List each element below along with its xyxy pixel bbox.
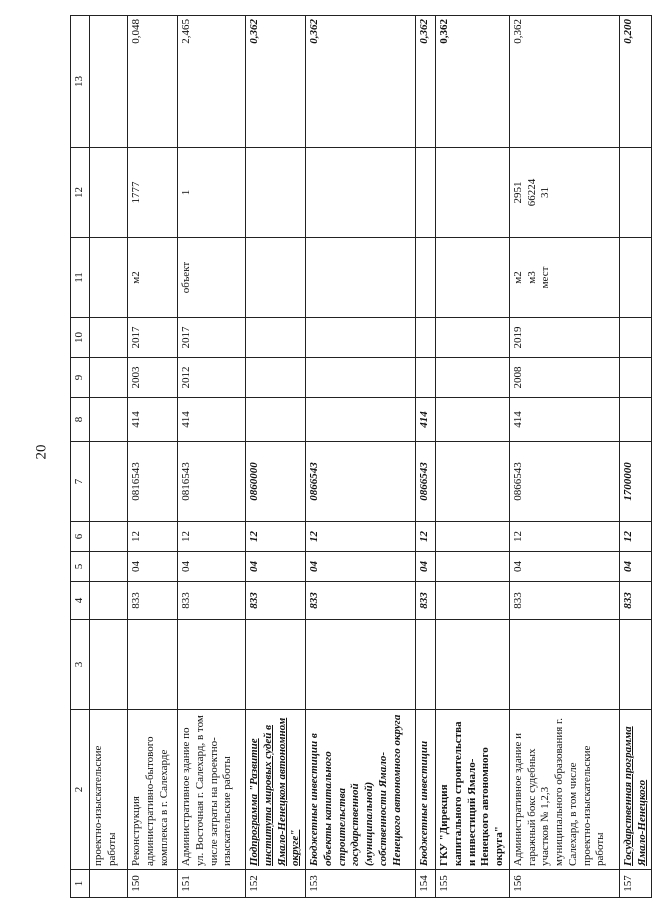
data-cell: м2 м3 мест xyxy=(509,238,619,318)
data-cell: 04 xyxy=(416,552,436,582)
header-cell: 1 xyxy=(71,870,90,898)
data-cell xyxy=(619,148,652,238)
data-cell: 0866543 xyxy=(416,442,436,522)
row-number-cell: 153 xyxy=(306,870,416,898)
data-cell xyxy=(416,620,436,710)
data-cell xyxy=(306,318,416,358)
data-cell: 12 xyxy=(128,522,178,552)
row-number-cell: 154 xyxy=(416,870,436,898)
data-cell xyxy=(436,358,510,398)
investment-table xyxy=(70,15,652,898)
row-number-cell: 152 xyxy=(246,870,306,898)
header-cell: 7 xyxy=(71,442,90,522)
row-name-cell: проектно-изыскательские работы xyxy=(90,710,128,870)
table-container xyxy=(70,16,648,898)
header-cell: 4 xyxy=(71,582,90,620)
page-number: 20 xyxy=(33,444,50,460)
data-cell: 833 xyxy=(509,582,619,620)
data-cell: 414 xyxy=(416,398,436,442)
data-cell xyxy=(436,148,510,238)
header-cell: 11 xyxy=(71,238,90,318)
amount-cell: 0,362 xyxy=(509,16,619,148)
data-cell xyxy=(90,442,128,522)
data-cell xyxy=(306,148,416,238)
amount-cell: 0,362 xyxy=(416,16,436,148)
data-cell: 2019 xyxy=(509,318,619,358)
data-cell xyxy=(436,442,510,522)
data-cell xyxy=(436,318,510,358)
table-row xyxy=(436,16,510,898)
data-cell xyxy=(306,238,416,318)
data-cell: 414 xyxy=(128,398,178,442)
data-cell: 2008 xyxy=(509,358,619,398)
data-cell xyxy=(90,398,128,442)
data-cell xyxy=(246,398,306,442)
header-cell: 10 xyxy=(71,318,90,358)
data-cell xyxy=(416,148,436,238)
table-row xyxy=(509,16,619,898)
amount-cell: 0,362 xyxy=(436,16,510,148)
data-cell: м2 xyxy=(128,238,178,318)
row-name-cell: Государственная программа Ямало-Ненецкого xyxy=(619,710,652,870)
data-cell xyxy=(416,238,436,318)
row-number-cell: 156 xyxy=(509,870,619,898)
data-cell xyxy=(509,620,619,710)
header-cell: 8 xyxy=(71,398,90,442)
data-cell: 833 xyxy=(416,582,436,620)
data-cell: 2017 xyxy=(128,318,178,358)
amount-cell: 0,200 xyxy=(619,16,652,148)
row-name-cell: Бюджетные инвестиции xyxy=(416,710,436,870)
data-cell: 12 xyxy=(619,522,652,552)
data-cell xyxy=(436,398,510,442)
data-cell: 04 xyxy=(509,552,619,582)
data-cell: 1700000 xyxy=(619,442,652,522)
table-row xyxy=(306,16,416,898)
data-cell xyxy=(619,238,652,318)
header-cell: 3 xyxy=(71,620,90,710)
header-cell: 12 xyxy=(71,148,90,238)
data-cell xyxy=(90,620,128,710)
data-cell xyxy=(436,582,510,620)
data-cell xyxy=(306,358,416,398)
data-cell xyxy=(436,552,510,582)
data-cell xyxy=(436,620,510,710)
data-cell xyxy=(90,148,128,238)
data-cell: 12 xyxy=(416,522,436,552)
data-cell: 12 xyxy=(246,522,306,552)
data-cell xyxy=(436,238,510,318)
data-cell xyxy=(90,582,128,620)
data-cell xyxy=(306,398,416,442)
data-cell: 0860000 xyxy=(246,442,306,522)
data-cell xyxy=(90,238,128,318)
row-name-cell: ГКУ "Дирекция капитального строительства и инвестиций Ямало-Ненецкого автономного округа" xyxy=(436,710,510,870)
row-number-cell: 151 xyxy=(178,870,246,898)
data-cell: 0866543 xyxy=(306,442,416,522)
data-cell xyxy=(90,318,128,358)
data-cell: 0816543 xyxy=(128,442,178,522)
data-cell xyxy=(128,620,178,710)
data-cell xyxy=(90,552,128,582)
data-cell xyxy=(619,318,652,358)
data-cell xyxy=(619,398,652,442)
data-cell: 04 xyxy=(619,552,652,582)
table-row xyxy=(128,16,178,898)
data-cell xyxy=(416,318,436,358)
row-name-cell: Подпрограмма "Развитие института мировых судей в Ямало-Ненецком автономном округе" xyxy=(246,710,306,870)
data-cell xyxy=(416,358,436,398)
data-cell: 12 xyxy=(178,522,246,552)
header-cell: 13 xyxy=(71,16,90,148)
data-cell: 2951 66224 31 xyxy=(509,148,619,238)
data-cell xyxy=(178,620,246,710)
row-number-cell: 155 xyxy=(436,870,510,898)
row-name-cell: Административное здание и гаражный бокс судебных участков № 1,2,3 муниципального образования г. Салехард, в том числе проектно-изыскательские работы xyxy=(509,710,619,870)
table-row xyxy=(90,16,128,898)
header-row xyxy=(71,16,90,898)
amount-cell: 0,362 xyxy=(306,16,416,148)
data-cell xyxy=(619,620,652,710)
data-cell: 833 xyxy=(619,582,652,620)
row-name-cell: Бюджетные инвестиции в объекты капитального строительства государственной (муниципальной) собственности Ямало-Ненецкого автономного округа xyxy=(306,710,416,870)
data-cell: 04 xyxy=(306,552,416,582)
amount-cell: 2,465 xyxy=(178,16,246,148)
header-cell: 5 xyxy=(71,552,90,582)
data-cell: 833 xyxy=(306,582,416,620)
header-cell: 2 xyxy=(71,710,90,870)
data-cell xyxy=(246,318,306,358)
data-cell xyxy=(619,358,652,398)
data-cell: 04 xyxy=(128,552,178,582)
data-cell: 833 xyxy=(246,582,306,620)
data-cell: 2003 xyxy=(128,358,178,398)
amount-cell: 0,048 xyxy=(128,16,178,148)
table-row xyxy=(416,16,436,898)
data-cell: 2017 xyxy=(178,318,246,358)
row-name-cell: Административное здание по ул. Восточная г. Салехард, в том числе затраты на проектно-изыскательские работы xyxy=(178,710,246,870)
data-cell: 12 xyxy=(509,522,619,552)
data-cell: 414 xyxy=(178,398,246,442)
data-cell xyxy=(246,238,306,318)
data-cell: 0866543 xyxy=(509,442,619,522)
data-cell: 1777 xyxy=(128,148,178,238)
table-row xyxy=(178,16,246,898)
table-row xyxy=(246,16,306,898)
header-cell: 6 xyxy=(71,522,90,552)
data-cell xyxy=(246,620,306,710)
header-cell: 9 xyxy=(71,358,90,398)
data-cell: 04 xyxy=(246,552,306,582)
data-cell: 2012 xyxy=(178,358,246,398)
data-cell: 833 xyxy=(178,582,246,620)
data-cell xyxy=(90,522,128,552)
data-cell: 1 xyxy=(178,148,246,238)
data-cell xyxy=(246,358,306,398)
data-cell xyxy=(436,522,510,552)
data-cell: 833 xyxy=(128,582,178,620)
data-cell: 12 xyxy=(306,522,416,552)
amount-cell: 0,362 xyxy=(246,16,306,148)
row-name-cell: Реконструкция административно-бытового комплекса в г. Салехарде xyxy=(128,710,178,870)
data-cell: объект xyxy=(178,238,246,318)
data-cell xyxy=(306,620,416,710)
amount-cell xyxy=(90,16,128,148)
data-cell: 414 xyxy=(509,398,619,442)
data-cell xyxy=(90,358,128,398)
data-cell xyxy=(246,148,306,238)
data-cell: 04 xyxy=(178,552,246,582)
row-number-cell: 150 xyxy=(128,870,178,898)
table-row xyxy=(619,16,652,898)
data-cell: 0816543 xyxy=(178,442,246,522)
row-number-cell: 157 xyxy=(619,870,652,898)
row-number-cell xyxy=(90,870,128,898)
